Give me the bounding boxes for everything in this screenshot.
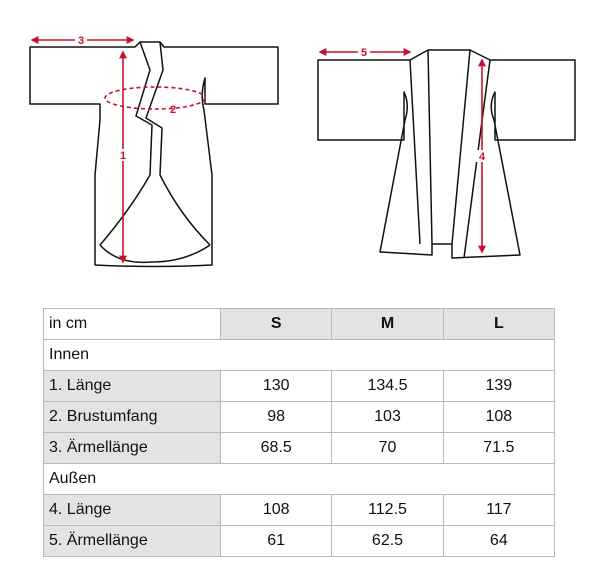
outer-collar-left-front [428, 50, 432, 244]
table-row [44, 402, 555, 433]
row-label: 4. Länge [44, 495, 221, 526]
label-4: 4 [478, 151, 486, 163]
size-table [43, 308, 555, 557]
inner-sleeves-outline [30, 42, 278, 267]
kimono-inner-drawing [30, 42, 278, 267]
table-row [44, 371, 555, 402]
cell-value: 134.5 [332, 371, 443, 402]
label-1: 1 [119, 150, 127, 162]
inner-hem-curve [100, 245, 210, 262]
size-header-m: M [332, 309, 443, 340]
size-header-l: L [443, 309, 554, 340]
inner-collar-left [100, 42, 152, 245]
outer-measure-lines [320, 52, 482, 252]
row-label: 1. Länge [44, 371, 221, 402]
outer-collar-left-inner [410, 60, 420, 244]
cell-value: 64 [443, 526, 554, 557]
table-row [44, 433, 555, 464]
kimono-outer-drawing [318, 50, 575, 258]
label-5: 5 [360, 47, 368, 59]
section-row-aussen [44, 464, 555, 495]
cell-value: 117 [443, 495, 554, 526]
section-title-aussen: Außen [44, 464, 555, 495]
table-header-row [44, 309, 555, 340]
cell-value: 62.5 [332, 526, 443, 557]
cell-value: 98 [221, 402, 332, 433]
outer-collar-right-front [452, 50, 470, 244]
bust-circumference-ellipse [105, 87, 205, 109]
row-label: 2. Brustumfang [44, 402, 221, 433]
table-row [44, 495, 555, 526]
cell-value: 139 [443, 371, 554, 402]
cell-value: 70 [332, 433, 443, 464]
cell-value: 108 [443, 402, 554, 433]
cell-value: 103 [332, 402, 443, 433]
cell-value: 61 [221, 526, 332, 557]
size-header-s: S [221, 309, 332, 340]
cell-value: 108 [221, 495, 332, 526]
cell-value: 68.5 [221, 433, 332, 464]
cell-value: 71.5 [443, 433, 554, 464]
cell-value: 130 [221, 371, 332, 402]
label-3: 3 [77, 35, 85, 47]
section-row-innen [44, 340, 555, 371]
row-label: 5. Ärmellänge [44, 526, 221, 557]
unit-label: in cm [44, 309, 221, 340]
cell-value: 112.5 [332, 495, 443, 526]
row-label: 3. Ärmellänge [44, 433, 221, 464]
outer-sleeves-outline [318, 50, 575, 258]
table-row [44, 526, 555, 557]
inner-collar-right [146, 42, 210, 245]
label-2: 2 [169, 104, 177, 116]
section-title-innen: Innen [44, 340, 555, 371]
